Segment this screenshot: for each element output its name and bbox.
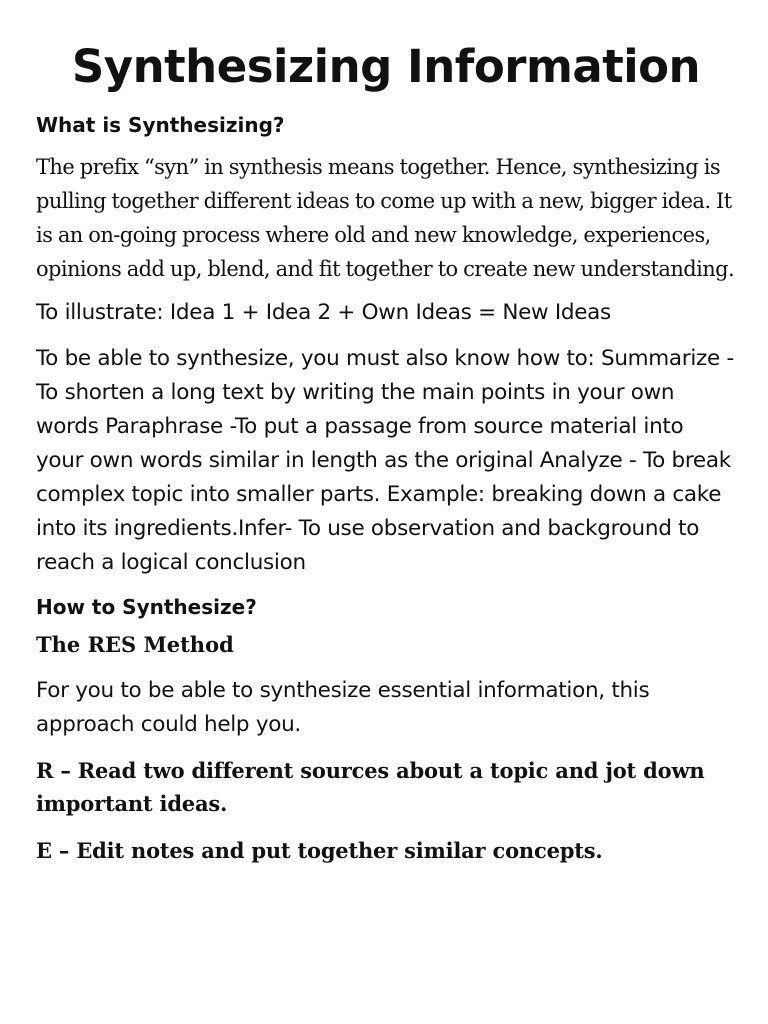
step-r-read: R – Read two different sources about a topic and jot down important ideas. (36, 758, 705, 816)
definition-paragraph: The prefix “syn” in synthesis means together. Hence, synthesizing is pulling together different ideas to come up with a new, bigger idea. It is an on-going process where old and new knowledge, experiences, opinions add up, blend, and fit together to create new understanding. (36, 155, 735, 281)
section-heading-what-is-synthesizing: What is Synthesizing? (36, 113, 285, 137)
illustration-paragraph: To illustrate: Idea 1 + Idea 2 + Own Ideas = New Ideas (36, 300, 611, 325)
page-title: Synthesizing Information (71, 40, 701, 93)
res-method-heading: The RES Method (36, 632, 234, 657)
step-e-edit: E – Edit notes and put together similar concepts. (36, 838, 603, 863)
method-intro-paragraph: For you to be able to synthesize essential information, this approach could help you. (36, 678, 650, 737)
document-page (36, 30, 736, 881)
section-heading-how-to-synthesize: How to Synthesize? (36, 595, 257, 619)
skills-paragraph: To be able to synthesize, you must also know how to: Summarize -To shorten a long text by writing the main points in your own words Paraphrase -To put a passage from source material into your own words similar in length as the original Analyze - To break complex topic into smaller parts. Example: breaking down a cake into its ingredients.Infer- To use observation and background to reach a logical conclusion (36, 346, 734, 575)
